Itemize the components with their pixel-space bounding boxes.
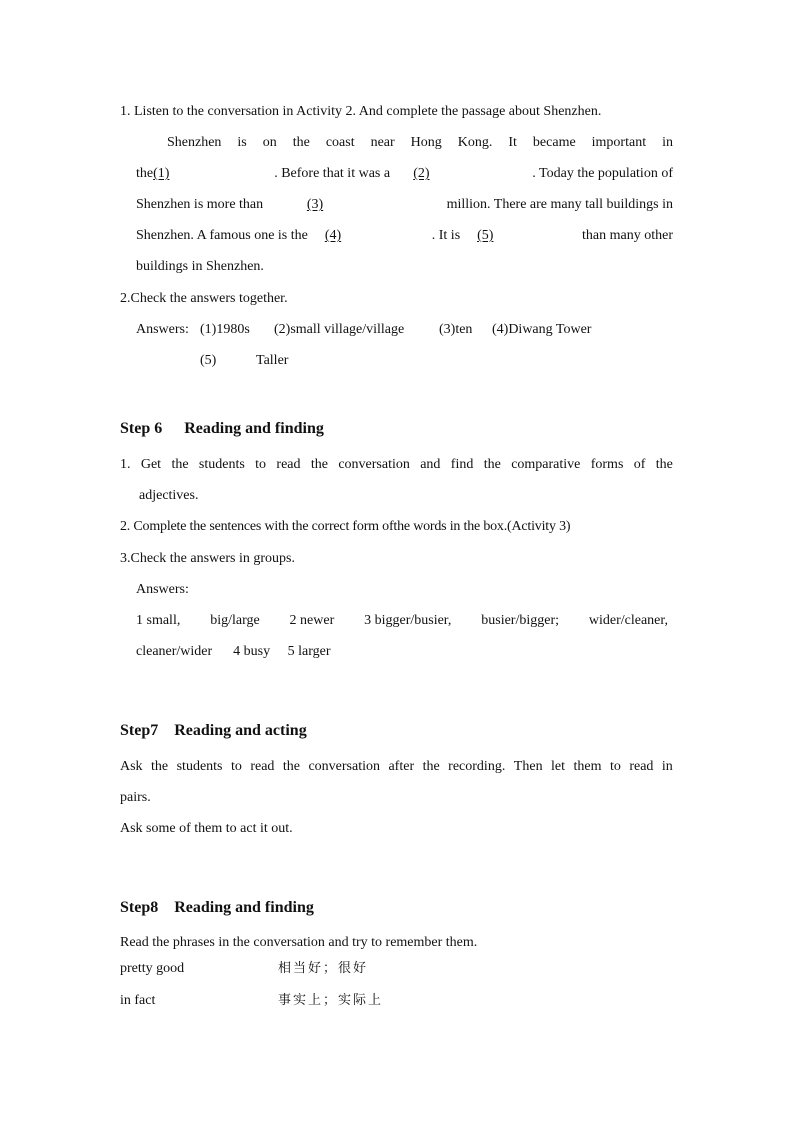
step6-item1-line1 xyxy=(120,456,673,474)
step6-answers-label: Answers: xyxy=(136,582,189,597)
instruction-1: 1. Listen to the conversation in Activity 2. And complete the passage about Shenzhen. xyxy=(120,104,602,119)
instruction-word: and xyxy=(420,457,441,472)
passage-word: the xyxy=(292,135,310,150)
step8-intro: Read the phrases in the conversation and try to remember them. xyxy=(120,935,478,950)
instruction-word: in xyxy=(661,759,673,774)
instruction-word: recording. xyxy=(448,759,506,774)
instruction-word: comparative xyxy=(511,457,581,472)
instruction-word: Get xyxy=(140,457,162,472)
passage-text: . It is xyxy=(431,228,461,243)
step-title: Reading and acting xyxy=(174,722,307,739)
step6-heading xyxy=(120,419,324,439)
instruction-word: conversation xyxy=(308,759,380,774)
instruction-word: the xyxy=(171,457,189,472)
answer-2: (2)small village/village xyxy=(274,322,405,337)
step-title: Reading and finding xyxy=(184,420,324,437)
step-number: Step8 xyxy=(120,899,159,916)
passage-word: became xyxy=(532,135,576,150)
instruction-word: read xyxy=(276,457,301,472)
passage-word: important xyxy=(591,135,647,150)
step7-line3: Ask some of them to act it out. xyxy=(120,821,293,836)
instruction-2: 2.Check the answers together. xyxy=(120,291,288,306)
step6-answers-line1 xyxy=(136,612,668,630)
instruction-word: to xyxy=(255,457,267,472)
answer-5-number: (5) xyxy=(200,353,217,368)
instruction-word: the xyxy=(310,457,328,472)
instruction-word: forms xyxy=(590,457,624,472)
blank-4: (4) xyxy=(324,228,342,243)
instruction-word: the xyxy=(282,759,300,774)
answer-4: (4)Diwang Tower xyxy=(492,322,592,337)
answer-3: (3)ten xyxy=(439,322,473,337)
step-number: Step 6 xyxy=(120,420,163,437)
answer-item: big/large xyxy=(210,613,260,628)
answer-item: busier/bigger; xyxy=(481,613,560,628)
passage-text: Shenzhen. A famous one is the xyxy=(136,228,308,243)
step8-heading xyxy=(120,898,314,918)
phrase-cn: 事实上；实际上 xyxy=(278,993,384,1008)
step7-heading xyxy=(120,721,307,741)
passage-word: Kong. xyxy=(457,135,493,150)
passage-word: in xyxy=(662,135,673,150)
blank-5: (5) xyxy=(477,228,494,243)
blank-1: (1) xyxy=(153,166,170,181)
passage-line-5: buildings in Shenzhen. xyxy=(136,259,264,274)
blank-2: (2) xyxy=(413,166,430,181)
instruction-word: let xyxy=(551,759,566,774)
answer-1: (1)1980s xyxy=(200,322,250,337)
passage-word: on xyxy=(262,135,277,150)
instruction-word: to xyxy=(609,759,621,774)
step7-line2: pairs. xyxy=(120,790,151,805)
instruction-word: of xyxy=(633,457,646,472)
instruction-word: students xyxy=(198,457,245,472)
instruction-word: 1. xyxy=(120,457,131,472)
instruction-word: students xyxy=(176,759,223,774)
instruction-word: the xyxy=(483,457,501,472)
phrase-cn: 相当好；很好 xyxy=(278,961,369,976)
step6-item2: 2. Complete the sentences with the correct form ofthe words in the box.(Activity 3) xyxy=(120,519,571,534)
step6-item1-line2: adjectives. xyxy=(139,488,199,503)
instruction-word: read xyxy=(250,759,275,774)
passage-text: million. There are many tall buildings in xyxy=(446,197,673,212)
passage-word: is xyxy=(237,135,247,150)
answers-label: Answers: xyxy=(136,322,189,337)
passage-text: . Before that it was a xyxy=(274,166,391,181)
instruction-word: to xyxy=(230,759,242,774)
instruction-word: conversation xyxy=(338,457,410,472)
passage-word: near xyxy=(370,135,395,150)
instruction-word: the xyxy=(422,759,440,774)
instruction-word: the xyxy=(151,759,169,774)
step7-line1 xyxy=(120,758,673,776)
passage-word: Shenzhen xyxy=(167,135,222,150)
step6-item3: 3.Check the answers in groups. xyxy=(120,551,295,566)
passage-line-4 xyxy=(136,227,673,245)
passage-text: than many other xyxy=(582,228,673,243)
instruction-word: them xyxy=(573,759,602,774)
answer-item: 2 newer xyxy=(289,613,335,628)
passage-word: coast xyxy=(325,135,355,150)
answer-item: 1 small, xyxy=(136,613,181,628)
passage-text: . Today the population of xyxy=(532,166,673,181)
instruction-word: find xyxy=(450,457,474,472)
passage-text: the xyxy=(136,166,154,181)
instruction-word: Ask xyxy=(120,759,143,774)
instruction-word: the xyxy=(655,457,673,472)
step-title: Reading and finding xyxy=(174,899,314,916)
passage-line-1 xyxy=(167,134,673,152)
phrase-en: in fact xyxy=(120,993,156,1008)
step-number: Step7 xyxy=(120,722,159,739)
blank-3: (3) xyxy=(306,197,324,212)
instruction-word: read xyxy=(629,759,654,774)
passage-word: It xyxy=(508,135,517,150)
instruction-word: after xyxy=(388,759,415,774)
passage-text: Shenzhen is more than xyxy=(136,197,264,212)
answer-5: Taller xyxy=(256,353,289,368)
instruction-word: Then xyxy=(513,759,543,774)
answer-item: 3 bigger/busier, xyxy=(364,613,452,628)
answer-item: wider/cleaner, xyxy=(588,613,668,628)
step6-answers-line2: cleaner/wider 4 busy 5 larger xyxy=(136,644,331,659)
phrase-en: pretty good xyxy=(120,961,185,976)
passage-line-2 xyxy=(136,165,673,183)
passage-line-3 xyxy=(136,196,673,214)
passage-word: Hong xyxy=(410,135,442,150)
